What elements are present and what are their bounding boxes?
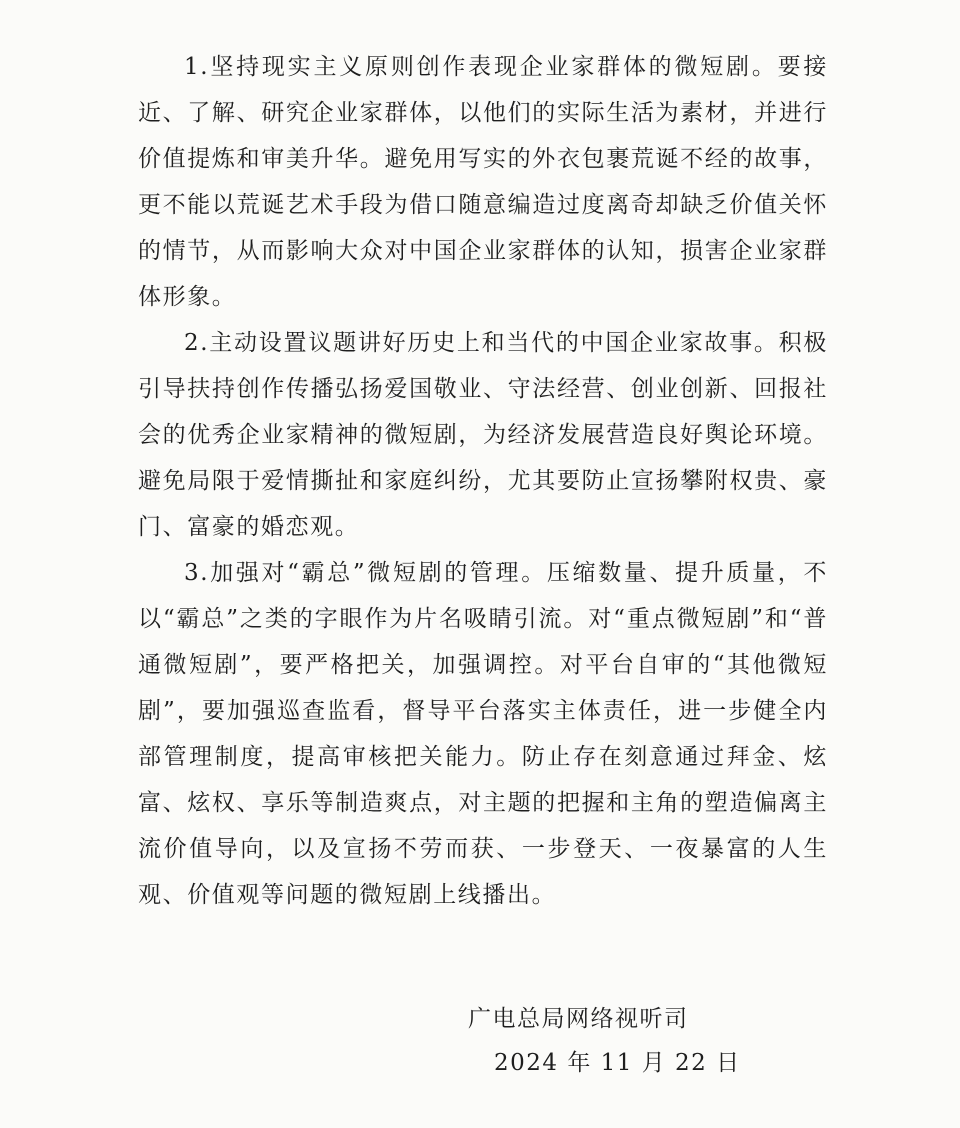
- document-body: [138, 44, 828, 918]
- paragraph-1: 1.坚持现实主义原则创作表现企业家群体的微短剧。要接近、了解、研究企业家群体，以他们的实际生活为素材，并进行价值提炼和审美升华。避免用写实的外衣包裹荒诞不经的故事，更不能以荒诞艺术手段为借口随意编造过度离奇却缺乏价值关怀的情节，从而影响大众对中国企业家群体的认知，损害企业家群体形象。: [138, 54, 828, 310]
- paragraph-2: 2.主动设置议题讲好历史上和当代的中国企业家故事。积极引导扶持创作传播弘扬爱国敬业、守法经营、创业创新、回报社会的优秀企业家精神的微短剧，为经济发展营造良好舆论环境。避免局限于爱情撕扯和家庭纠纷，尤其要防止宣扬攀附权贵、豪门、富豪的婚恋观。: [138, 330, 828, 540]
- signature-date: 2024 年 11 月 22 日: [494, 1050, 741, 1076]
- signature-organization: 广电总局网络视听司: [468, 1006, 689, 1032]
- paragraph-3: 3.加强对“霸总”微短剧的管理。压缩数量、提升质量，不以“霸总”之类的字眼作为片名吸睛引流。对“重点微短剧”和“普通微短剧”，要严格把关，加强调控。对平台自审的“其他微短剧”，要加强巡查监看，督导平台落实主体责任，进一步健全内部管理制度，提高审核把关能力。防止存在刻意通过拜金、炫富、炫权、享乐等制造爽点，对主题的把握和主角的塑造偏离主流价值导向，以及宣扬不劳而获、一步登天、一夜暴富的人生观、价值观等问题的微短剧上线播出。: [138, 560, 828, 908]
